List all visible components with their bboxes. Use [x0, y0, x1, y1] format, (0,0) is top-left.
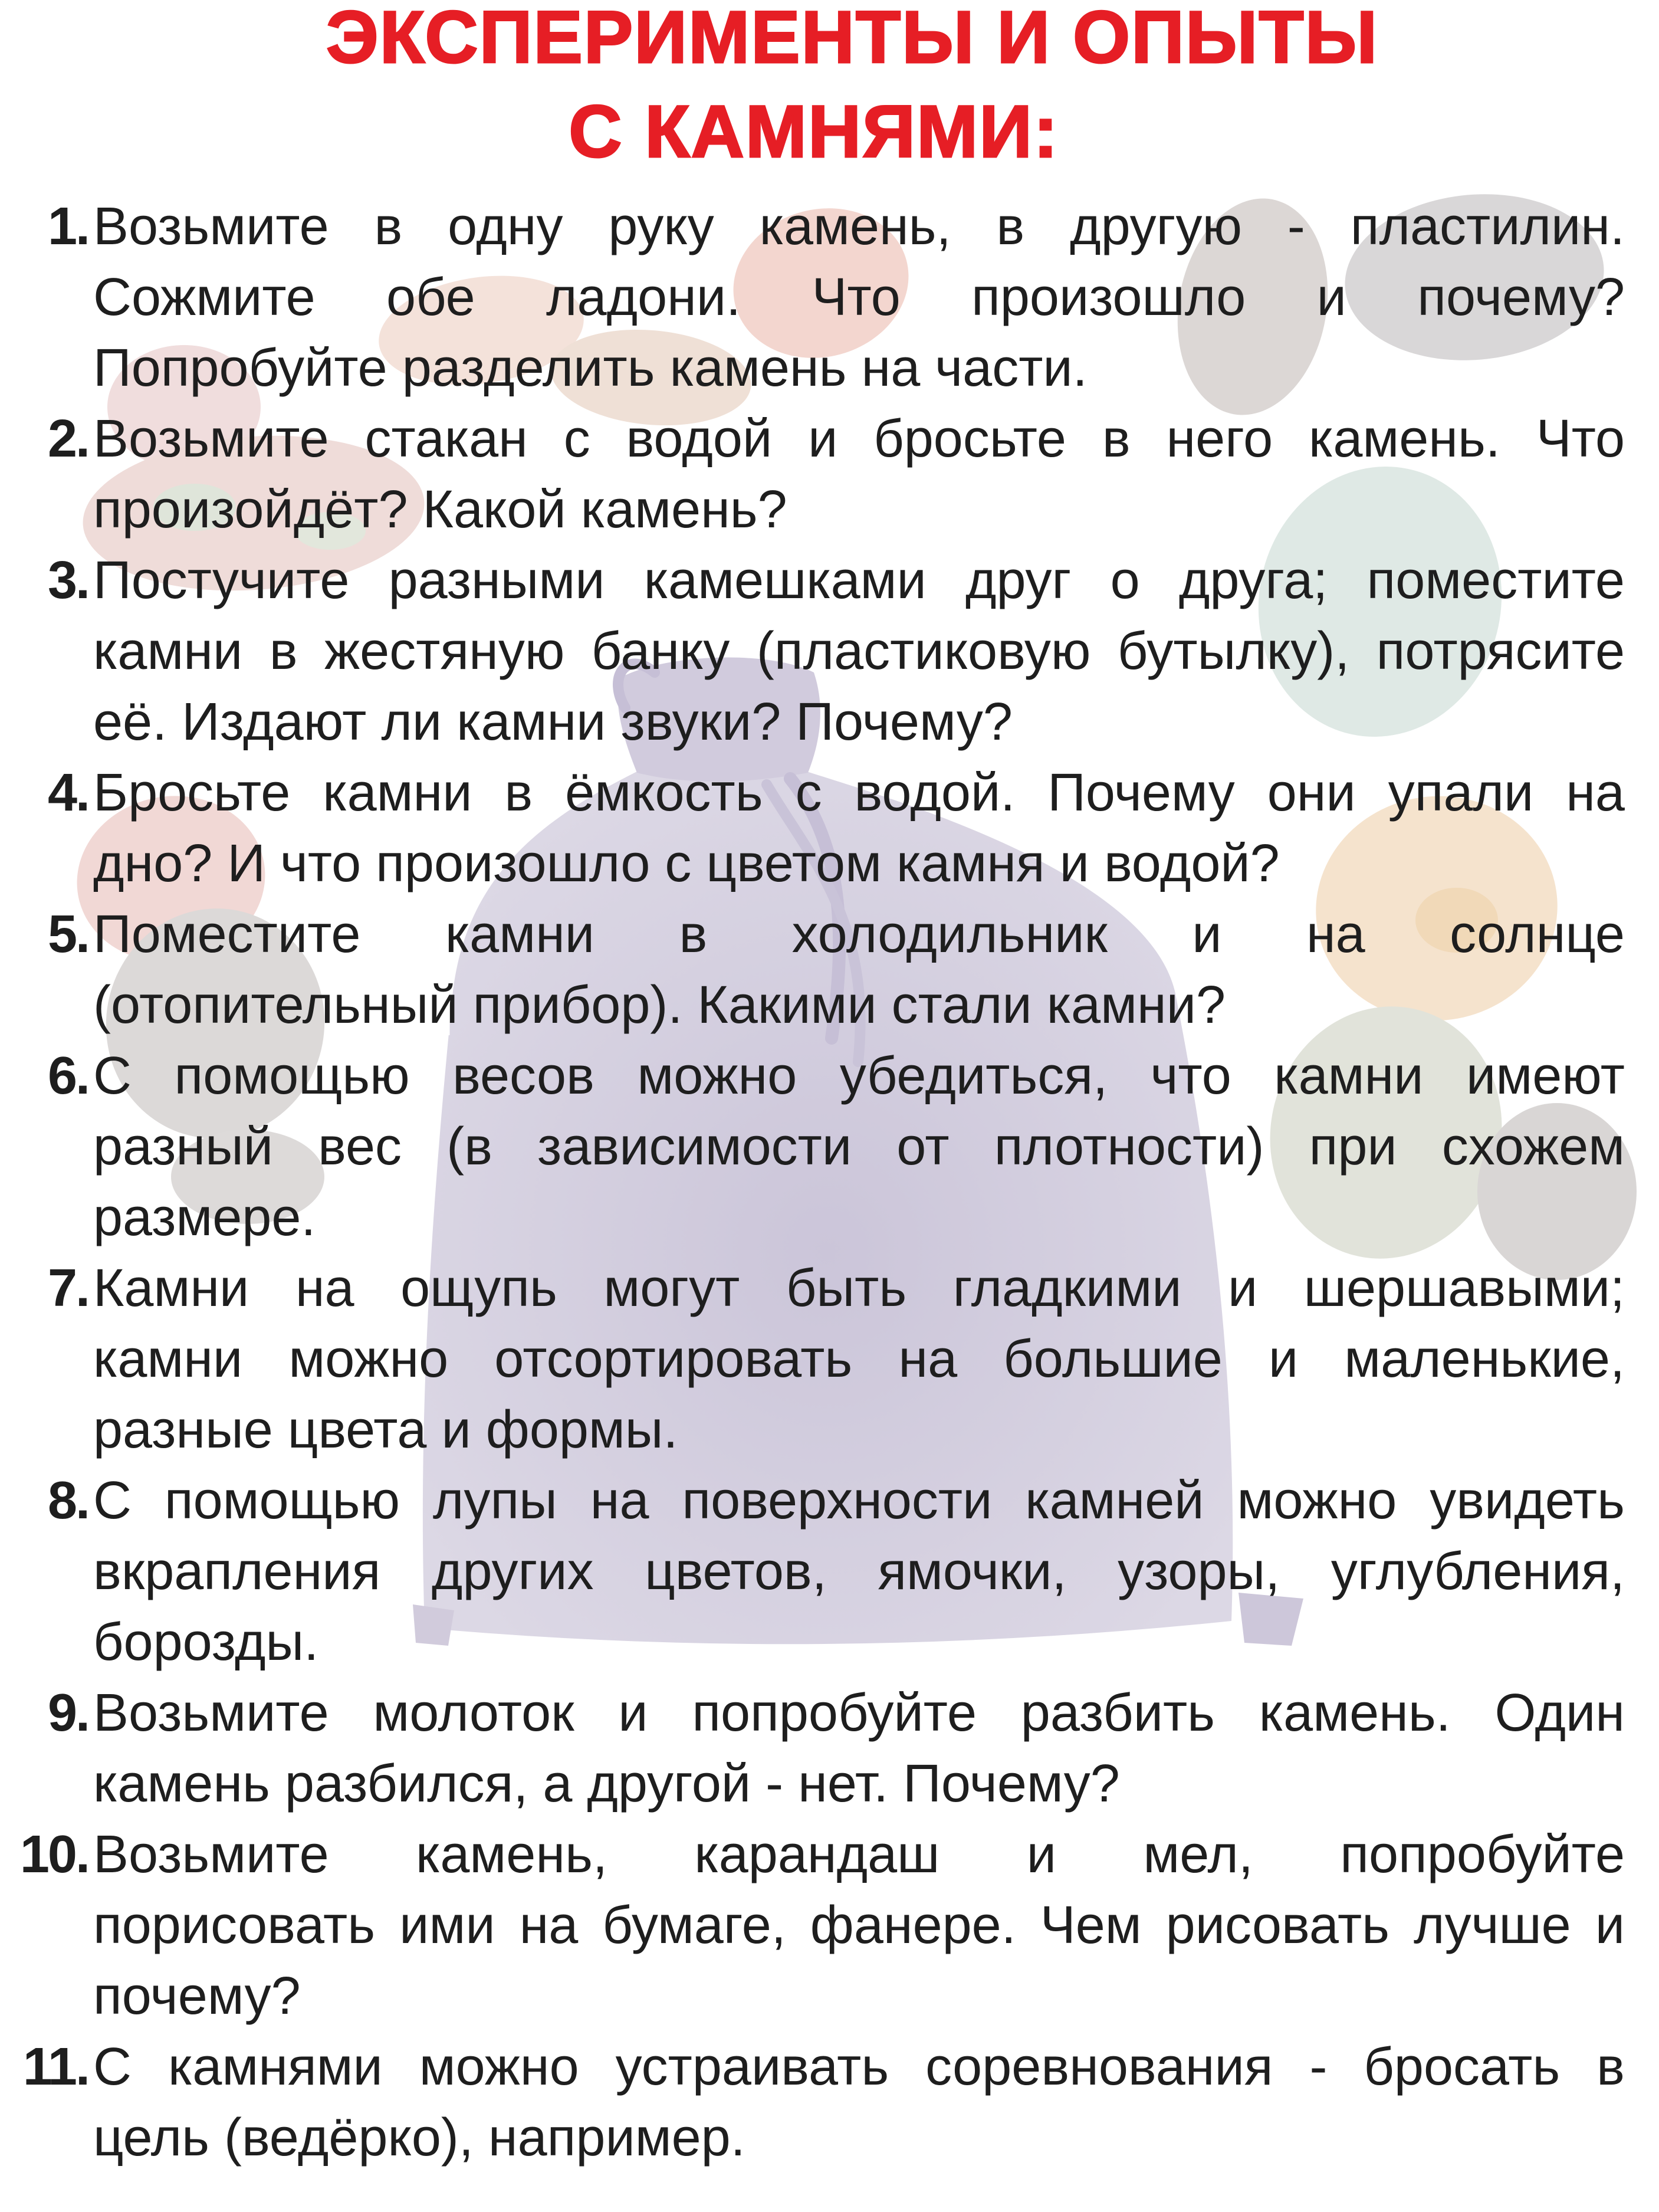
list-item	[0, 403, 1625, 545]
item-text	[93, 1041, 1625, 1253]
item-line: Возьмите стакан с водой и бросьте в него камень. Что	[93, 409, 1625, 468]
list-item	[0, 899, 1625, 1041]
item-line: С помощью весов можно убедиться, что камни имеют	[93, 1046, 1625, 1105]
item-line: Попробуйте разделить камень на части.	[93, 339, 1088, 398]
item-text	[93, 1253, 1625, 1465]
item-number: 5.	[47, 905, 88, 964]
list-item	[0, 1253, 1625, 1465]
item-number: 6.	[47, 1046, 88, 1105]
item-line: разный вес (в зависимости от плотности) при схожем	[93, 1117, 1625, 1176]
item-text	[93, 1678, 1625, 1819]
item-line: почему?	[93, 1967, 301, 2026]
item-line: Возьмите в одну руку камень, в другую - пластилин.	[93, 197, 1625, 256]
item-line: борозды.	[93, 1613, 319, 1672]
item-line: Возьмите камень, карандаш и мел, попробуйте	[93, 1825, 1625, 1884]
item-line: цель (ведёрко), например.	[93, 2108, 745, 2167]
item-line: порисовать ими на бумаге, фанере. Чем рисовать лучше и	[93, 1896, 1625, 1955]
item-number: 1.	[47, 197, 88, 256]
item-number: 7.	[47, 1259, 88, 1318]
list-item	[0, 757, 1625, 899]
item-line: дно? И что произошло с цветом камня и водой?	[93, 834, 1280, 893]
list-item	[0, 191, 1625, 403]
item-text	[93, 191, 1625, 403]
item-line: её. Издают ли камни звуки? Почему?	[93, 693, 1013, 751]
item-number: 4.	[47, 763, 88, 822]
item-number: 8.	[47, 1471, 88, 1530]
item-number: 9.	[47, 1683, 88, 1742]
item-text	[93, 899, 1625, 1041]
item-text	[93, 1465, 1625, 1678]
item-line: Постучите разными камешками друг о друга; поместите	[93, 551, 1625, 610]
item-line: вкрапления других цветов, ямочки, узоры, углубления,	[93, 1542, 1625, 1601]
item-line: С камнями можно устраивать соревнования - бросать в	[93, 2037, 1625, 2096]
list-item	[0, 545, 1625, 757]
item-number: 2.	[47, 409, 88, 468]
item-line: камень разбился, а другой - нет. Почему?	[93, 1754, 1120, 1813]
page-title-line-2: С КАМНЯМИ:	[569, 91, 1059, 173]
item-line: С помощью лупы на поверхности камней можно увидеть	[93, 1471, 1625, 1530]
item-line: Возьмите молоток и попробуйте разбить камень. Один	[93, 1683, 1625, 1742]
item-line: Поместите камни в холодильник и на солнце	[93, 905, 1625, 964]
item-text	[93, 403, 1625, 545]
item-line: Камни на ощупь могут быть гладкими и шершавыми;	[93, 1259, 1625, 1318]
item-line: камни можно отсортировать на большие и маленькие,	[93, 1330, 1625, 1389]
list-item	[0, 1819, 1625, 2032]
list-item	[0, 2032, 1625, 2173]
list-item	[0, 1678, 1625, 1819]
item-line: размере.	[93, 1188, 316, 1247]
list-item	[0, 1041, 1625, 1253]
item-text	[93, 757, 1625, 899]
item-line: (отопительный прибор). Какими стали камни?	[93, 976, 1226, 1035]
item-line: камни в жестяную банку (пластиковую бутылку), потрясите	[93, 622, 1625, 681]
item-number: 3.	[47, 551, 88, 610]
item-number: 11.	[22, 2037, 88, 2096]
item-line: Сожмите обе ладони. Что произошло и почему?	[93, 268, 1625, 327]
experiments-list	[0, 191, 1625, 2173]
page-title-line-1: ЭКСПЕРИМЕНТЫ И ОПЫТЫ	[326, 0, 1379, 78]
item-line: произойдёт? Какой камень?	[93, 480, 787, 539]
item-text	[93, 2032, 1625, 2173]
list-item	[0, 1465, 1625, 1678]
item-number: 10.	[19, 1825, 88, 1884]
item-line: Бросьте камни в ёмкость с водой. Почему они упали на	[93, 763, 1625, 822]
item-text	[93, 545, 1625, 757]
item-line: разные цвета и формы.	[93, 1400, 678, 1459]
item-text	[93, 1819, 1625, 2032]
